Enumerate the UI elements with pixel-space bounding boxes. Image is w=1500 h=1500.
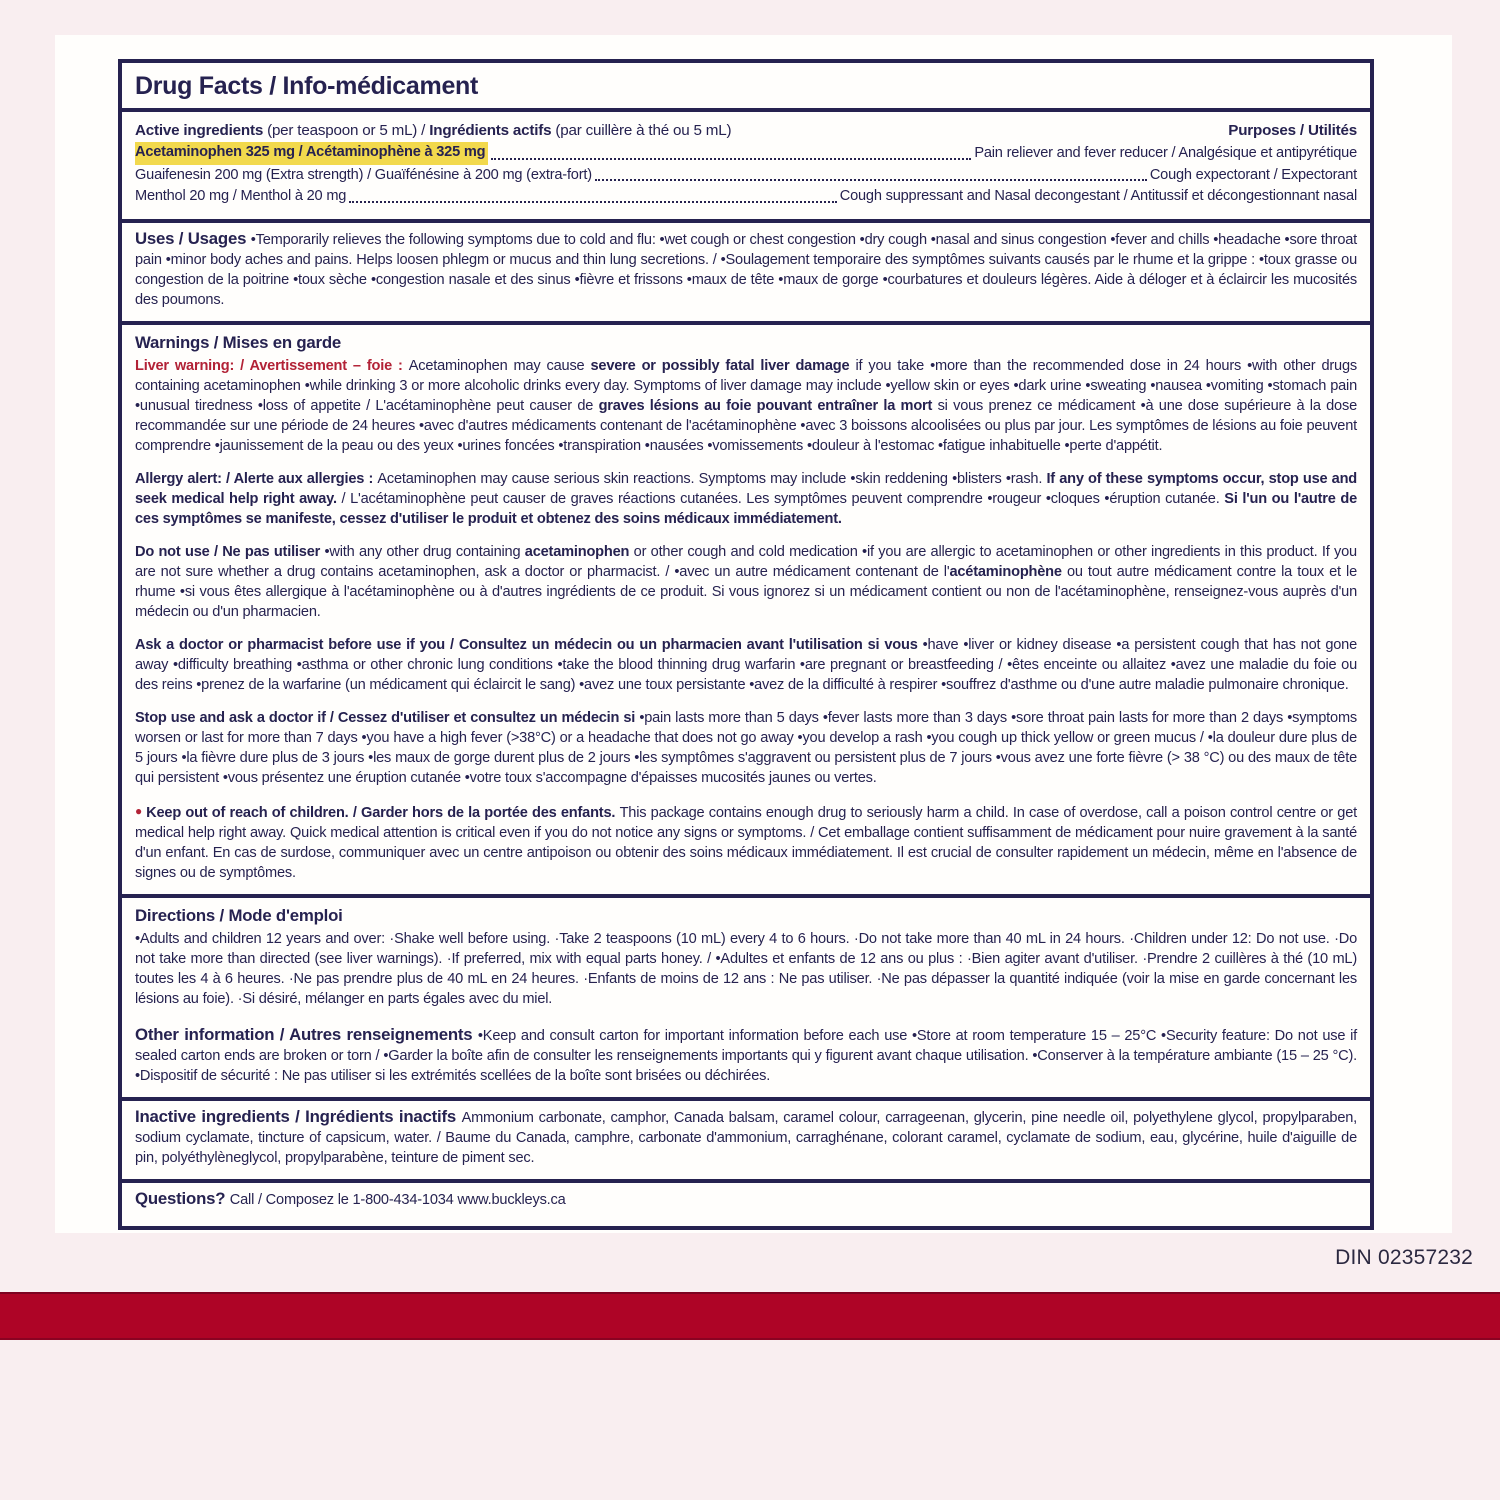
dot-leader: [349, 201, 837, 203]
inactive-ingredients-paragraph: Inactive ingredients / Ingrédients inactifs Ammonium carbonate, camphor, Canada balsam, caramel colour, carrageenan, glycerin, pine needle oil, polyethylene glycol, propylparaben, sodium cyclamate, tincture of capsicum, water. / Baume du Canada, camphre, carbonate d'ammonium, carraghénane, colorant caramel, cyclamate de sodium, eau, glycérine, huile d'aiguille de pin, polyéthylèneglycol, propylparabène, teinture de piment sec.: [135, 1106, 1358, 1166]
directions-heading: Directions / Mode d'emploi: [135, 905, 343, 925]
ingredient-name: Menthol 20 mg / Menthol à 20 mg: [135, 188, 347, 204]
directions-paragraph: •Adults and children 12 years and over: ·Shake well before using. ·Take 2 teaspoons (10 mL) every 4 to 6 hours. ·Do not take more than 40 mL in 24 hours. ·Children under 12: Do not use. ·Do not take more than directed (see liver warnings). ·If preferred, mix with equal parts honey. / •Adultes et enfants de 12 ans ou plus : ·Bien agiter avant d'utiliser. ·Prendre 2 cuillères à thé (10 mL) toutes les 4 à 6 heures. ·Ne pas prendre plus de 40 mL en 24 heures. ·Enfants de moins de 12 ans : Ne pas utiliser. ·Ne pas dépasser la quantité indiquée (voir la mise en garde concernant les lésions au foie). ·Si désiré, mélanger en parts égales avec du miel.: [135, 930, 1357, 1007]
label-card: [55, 35, 1452, 1233]
dot-leader: [491, 158, 971, 160]
active-ingredients-heading: Active ingredients (per teaspoon or 5 mL) / Ingrédients actifs (par cuillère à thé ou 5 mL): [135, 122, 732, 139]
ingredient-name: Guaifenesin 200 mg (Extra strength) / Guaïfénésine à 200 mg (extra-fort): [135, 166, 592, 183]
questions-section: [122, 1183, 1370, 1226]
ingredient-row: [135, 165, 1357, 187]
ingredient-name: Acetaminophen 325 mg / Acétaminophène à 325 mg: [135, 142, 488, 165]
uses-paragraph: Uses / Usages •Temporarily relieves the following symptoms due to cold and flu: •wet cough or chest congestion •dry cough •nasal and sinus congestion •fever and chills •headache •sore throat pain •minor body aches and pains. Helps loosen phlegm or mucus and thin lung secretions. / •Soulagement temporaire des symptômes suivants causés par le rhume et la grippe : •toux grasse ou congestion de la poitrine •toux sèche •congestion nasale et des sinus •fièvre et frissons •maux de tête •maux de gorge •courbatures et douleurs légères. Aide à déloger et à éclaircir les mucosités des poumons.: [135, 228, 1358, 308]
ingredient-purpose: Cough suppressant and Nasal decongestant / Antitussif et décongestionnant nasal: [839, 188, 1357, 204]
ingredient-purpose: Cough expectorant / Expectorant: [1149, 166, 1357, 183]
ingredient-row: [135, 142, 1357, 165]
questions-paragraph: Questions? Call / Composez le 1-800-434-1034 www.buckleys.ca: [135, 1188, 566, 1208]
uses-section: [122, 223, 1370, 325]
do-not-use-paragraph: Do not use / Ne pas utiliser •with any other drug containing acetaminophen or other cough and cold medication •if you are allergic to acetaminophen or other ingredients in this product. If you are not sure whether a drug contains acetaminophen, ask a doctor or pharmacist. / •avec un autre médicament contenant de l'acétaminophène ou tout autre médicament contre la toux et le rhume •si vous êtes allergique à l'acétaminophène ou à d'autres ingrédients de ce produit. Si vous ignorez si un médicament contient ou non de l'acétaminophène, renseignez-vous auprès d'un médecin ou d'un pharmacien.: [135, 543, 1357, 620]
liver-warning-paragraph: Liver warning: / Avertissement – foie : Acetaminophen may cause severe or possibly fatal liver damage if you take •more than the recommended dose in 24 hours •with other drugs containing acetaminophen •while drinking 3 or more alcoholic drinks every day. Symptoms of liver damage may include •yellow skin or eyes •dark urine •sweating •nausea •vomiting •stomach pain •unusual tiredness •loss of appetite / L'acétaminophène peut causer de graves lésions au foie pouvant entraîner la mort si vous prenez ce médicament •à une dose supérieure à la dose recommandée sur une période de 24 heures •avec d'autres médicaments contenant de l'acétaminophène •avec 3 boissons alcoolisées ou plus par jour. Les symptômes de lésions au foie peuvent comprendre •jaunissement de la peau ou des yeux •urines foncées •transpiration •nausées •vomissements •douleur à l'estomac •fatigue inhabituelle •perte d'appétit.: [135, 357, 1357, 454]
warnings-heading: Warnings / Mises en garde: [135, 332, 342, 352]
allergy-alert-paragraph: Allergy alert: / Alerte aux allergies : Acetaminophen may cause serious skin reactions. Symptoms may include •skin reddening •blisters •rash. If any of these symptoms occur, stop use and seek medical help right away. / L'acétaminophène peut causer de graves réactions cutanées. Les symptômes peuvent comprendre •rougeur •cloques •éruption cutanée. Si l'un ou l'autre de ces symptômes se manifeste, cessez d'utiliser le produit et obtenez des soins médicaux immédiatement.: [135, 470, 1357, 527]
directions-section: [122, 898, 1370, 1101]
keep-out-of-reach-paragraph: ● Keep out of reach of children. / Garder hors de la portée des enfants. This package contains enough drug to seriously harm a child. In case of overdose, call a poison control centre or get medical help right away. Quick medical attention is critical even if you do not notice any signs or symptoms. / Cet emballage contient suffisamment de médicament pour nuire gravement à la santé d'un enfant. En cas de surdose, communiquer avec un centre antipoison ou obtenir des soins médicaux immédiatement. Il est crucial de consulter rapidement un médecin, même en l'absence de signes ou de symptômes.: [135, 803, 1357, 881]
ingredient-purpose: Pain reliever and fever reducer / Analgésique et antipyrétique: [974, 145, 1357, 161]
drug-facts-title: Drug Facts / Info-médicament: [122, 63, 1370, 112]
active-ingredients-section: [122, 112, 1370, 223]
ask-doctor-paragraph: Ask a doctor or pharmacist before use if you / Consultez un médecin ou un pharmacien avant l'utilisation si vous •have •liver or kidney disease •a persistent cough that has not gone away •difficulty breathing •asthma or other chronic lung conditions •take the blood thinning drug warfarin •are pregnant or breastfeeding / •êtes enceinte ou allaitez •avez une maladie du foie ou des reins •prenez de la warfarine (un médicament qui éclaircit le sang) •avez une toux persistante •avez de la difficulté à respirer •souffrez d'asthme ou d'une autre maladie pulmonaire chronique.: [135, 636, 1357, 693]
purposes-heading: Purposes / Utilités: [1228, 122, 1357, 139]
ingredient-row: [135, 186, 1357, 208]
other-information-paragraph: Other information / Autres renseignements •Keep and consult carton for important information before each use •Store at room temperature 15 – 25°C •Security feature: Do not use if sealed carton ends are broken or torn / •Garder la boîte afin de consulter les renseignements importants qui y figurent avant chaque utilisation. •Conserver à la température ambiante (15 – 25 °C). •Dispositif de sécurité : Ne pas utiliser si les extrémités scellées de la boîte sont brisées ou déchirées.: [135, 1024, 1358, 1084]
inactive-ingredients-section: [122, 1101, 1370, 1183]
red-brand-band: [0, 1292, 1500, 1340]
dot-leader: [595, 179, 1147, 181]
stop-use-paragraph: Stop use and ask a doctor if / Cessez d'utiliser et consultez un médecin si •pain lasts more than 5 days •fever lasts more than 3 days •sore throat pain lasts for more than 2 days •symptoms worsen or last for more than 7 days •you have a high fever (>38°C) or a headache that does not go away •you develop a rash •you cough up thick yellow or green mucus / •la douleur dure plus de 5 jours •la fièvre dure plus de 3 jours •les maux de gorge durent plus de 2 jours •les symptômes s'aggravent ou persistent plus de 7 jours •vous avez une forte fièvre (> 38 °C) ou des maux de tête qui persistent •vous présentez une éruption cutanée •votre toux s'accompagne d'épaisses mucosités jaunes ou vertes.: [135, 709, 1357, 786]
din-number: DIN 02357232: [1335, 1246, 1473, 1269]
drug-facts-box: [118, 59, 1374, 1230]
warnings-section: [122, 325, 1370, 898]
